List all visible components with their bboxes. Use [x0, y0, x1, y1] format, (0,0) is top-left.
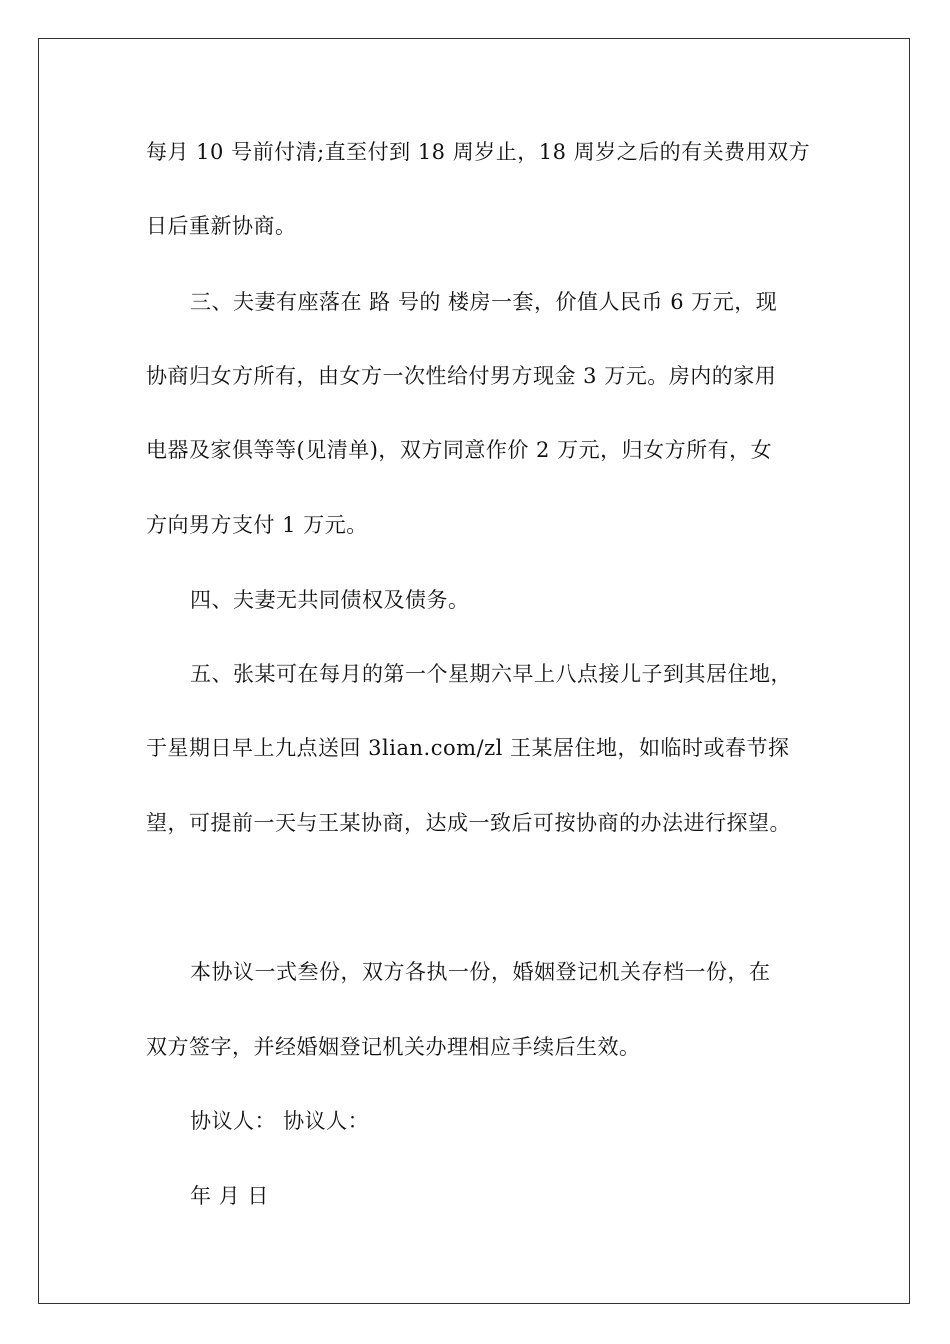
clause-five-line-1: 五、张某可在每月的第一个星期六早上八点接儿子到其居住地，	[190, 662, 792, 686]
text-line-2: 日后重新协商。	[146, 214, 297, 238]
text-line-1: 每月 10 号前付清;直至付到 18 周岁止，18 周岁之后的有关费用双方	[146, 140, 811, 164]
clause-three-line-3: 电器及家俱等等(见清单)，双方同意作价 2 万元，归女方所有，女	[146, 438, 773, 462]
clause-three-line-4: 方向男方支付 1 万元。	[146, 513, 368, 537]
clause-five-line-2: 于星期日早上九点送回 3lian.com/zl 王某居住地，如临时或春节探	[146, 736, 790, 760]
signatory-line: 协议人： 协议人：	[190, 1109, 370, 1133]
closing-line-1: 本协议一式叁份，双方各执一份，婚姻登记机关存档一份，在	[190, 960, 771, 984]
clause-three-line-1: 三、夫妻有座落在 路 号的 楼房一套，价值人民币 6 万元，现	[190, 290, 778, 314]
date-line: 年 月 日	[190, 1184, 269, 1208]
closing-line-2: 双方签字，并经婚姻登记机关办理相应手续后生效。	[146, 1035, 641, 1059]
clause-five-line-3: 望，可提前一天与王某协商，达成一致后可按协商的办法进行探望。	[146, 811, 791, 835]
clause-three-line-2: 协商归女方所有，由女方一次性给付男方现金 3 万元。房内的家用	[146, 364, 777, 388]
clause-four: 四、夫妻无共同债权及债务。	[190, 588, 470, 612]
